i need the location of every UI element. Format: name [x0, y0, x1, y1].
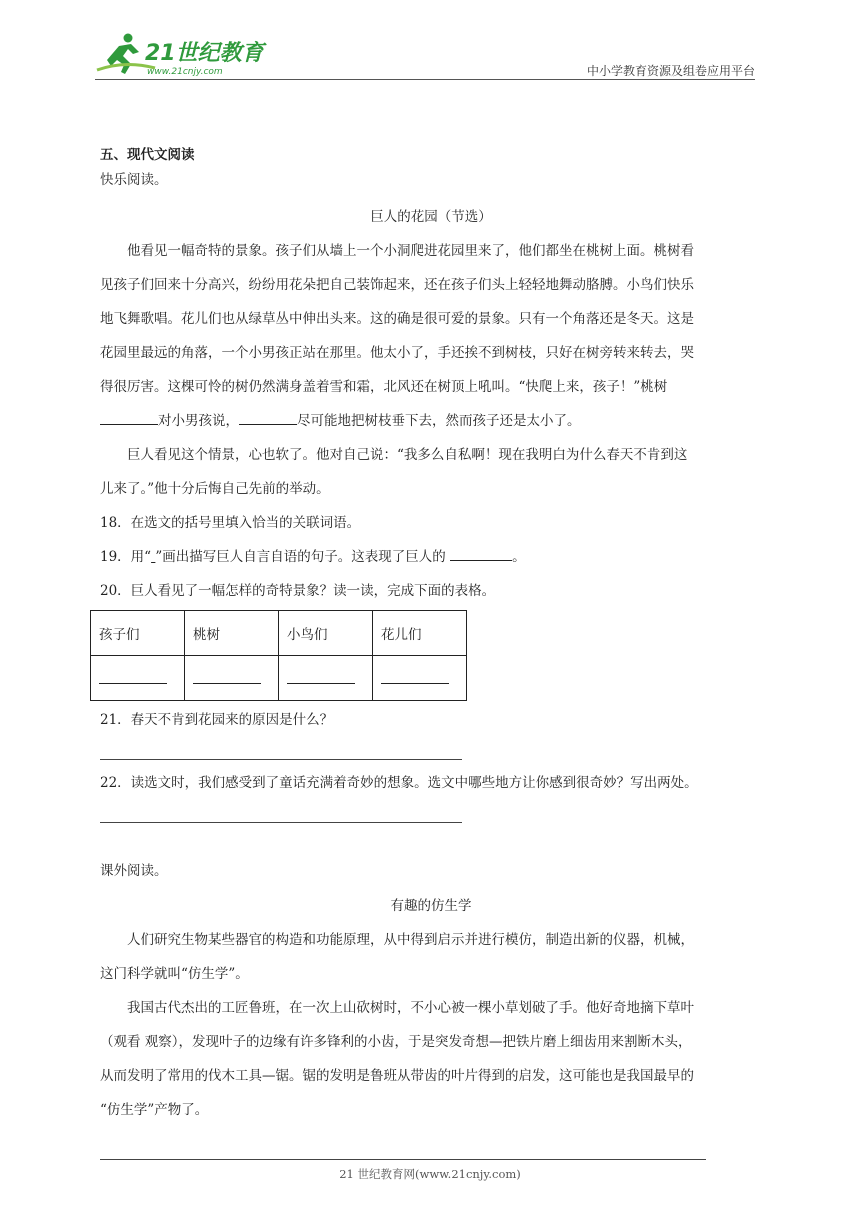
table-answer-cell[interactable] — [185, 656, 279, 701]
reading-intro: 快乐阅读。 — [100, 172, 168, 188]
page-header — [95, 30, 755, 80]
platform-name: 中小学教育资源及组卷应用平台 — [586, 64, 755, 78]
fill-blank[interactable] — [239, 410, 297, 425]
question-19: 19．用“ ”画出描写巨人自言自语的句子。这表现了巨人的 。 — [100, 540, 762, 574]
question-20: 20．巨人看见了一幅怎样的奇特景象？读一读，完成下面的表格。 — [100, 583, 496, 599]
passage-line: 见孩子们回来十分高兴，纷纷用花朵把自己装饰起来，还在孩子们头上轻轻地舞动胳膊。小鸟们快乐 — [100, 277, 694, 293]
passage-line: 得很厉害。这棵可怜的树仍然满身盖着雪和霜，北风还在树顶上吼叫。“快爬上来，孩子！”桃树 — [100, 379, 668, 395]
section-title: 五、现代文阅读 — [100, 147, 195, 163]
passage-line: 地飞舞歌唱。花儿们也从绿草丛中伸出头来。这的确是很可爱的景象。只有一个角落还是冬天。这是 — [100, 311, 694, 327]
logo-text: 21世纪教育 — [145, 41, 264, 66]
site-logo — [95, 30, 295, 80]
fill-blank[interactable] — [100, 410, 158, 425]
answer-blank[interactable] — [450, 546, 512, 561]
table-header-cell: 孩子们 — [91, 611, 185, 656]
passage-line: “仿生学”产物了。 — [100, 1102, 209, 1118]
passage-line: 巨人看见这个情景，心也软了。他对自己说：“我多么自私啊！现在我明白为什么春天不肯到这 — [127, 447, 688, 463]
scene-table — [90, 610, 467, 701]
question-18: 18．在选文的括号里填入恰当的关联词语。 — [100, 515, 361, 531]
extra-reading-intro: 课外阅读。 — [100, 863, 168, 879]
table-answer-cell[interactable] — [279, 656, 373, 701]
passage-line-with-blanks: 对小男孩说， 尽可能地把树枝垂下去，然而孩子还是太小了。 — [100, 404, 762, 438]
extra-passage-title: 有趣的仿生学 — [390, 898, 472, 914]
passage-line: （观看 观察），发现叶子的边缘有许多锋利的小齿，于是突发奇想—把铁片磨上细齿用来割断木头， — [100, 1034, 692, 1050]
passage-line: 他看见一幅奇特的景象。孩子们从墙上一个小洞爬进花园里来了，他们都坐在桃树上面。桃树看 — [127, 243, 694, 259]
passage-line: 儿来了。”他十分后悔自己先前的举动。 — [100, 481, 330, 497]
question-22: 22．读选文时，我们感受到了童话充满着奇妙的想象。选文中哪些地方让你感到很奇妙？写出两处。 — [100, 775, 698, 791]
header-divider — [95, 79, 755, 80]
table-header-cell: 小鸟们 — [279, 611, 373, 656]
footer-divider — [100, 1159, 706, 1160]
page-footer: 21 世纪教育网(www.21cnjy.com) — [339, 1167, 521, 1181]
answer-line[interactable] — [100, 737, 462, 760]
table-answer-cell[interactable] — [373, 656, 467, 701]
passage-line: 从而发明了常用的伐木工具—锯。锯的发明是鲁班从带齿的叶片得到的启发，这可能也是我国最早的 — [100, 1068, 694, 1084]
question-21: 21．春天不肯到花园来的原因是什么？ — [100, 712, 334, 728]
passage-line: 这门科学就叫“仿生学”。 — [100, 966, 249, 982]
passage-line: 我国古代杰出的工匠鲁班，在一次上山砍树时，不小心被一棵小草划破了手。他好奇地摘下草叶 — [127, 1000, 694, 1016]
logo-url: www.21cnjy.com — [147, 67, 223, 77]
table-header-cell: 桃树 — [185, 611, 279, 656]
passage-title: 巨人的花园（节选） — [370, 209, 492, 225]
table-header-cell: 花儿们 — [373, 611, 467, 656]
table-answer-cell[interactable] — [91, 656, 185, 701]
passage-line: 人们研究生物某些器官的构造和功能原理，从中得到启示并进行模仿，制造出新的仪器，机械， — [127, 932, 694, 948]
page-content — [100, 142, 762, 1127]
answer-line[interactable] — [100, 800, 462, 823]
passage-line: 花园里最远的角落，一个小男孩正站在那里。他太小了，手还挨不到树枝，只好在树旁转来转去，哭 — [100, 345, 694, 361]
